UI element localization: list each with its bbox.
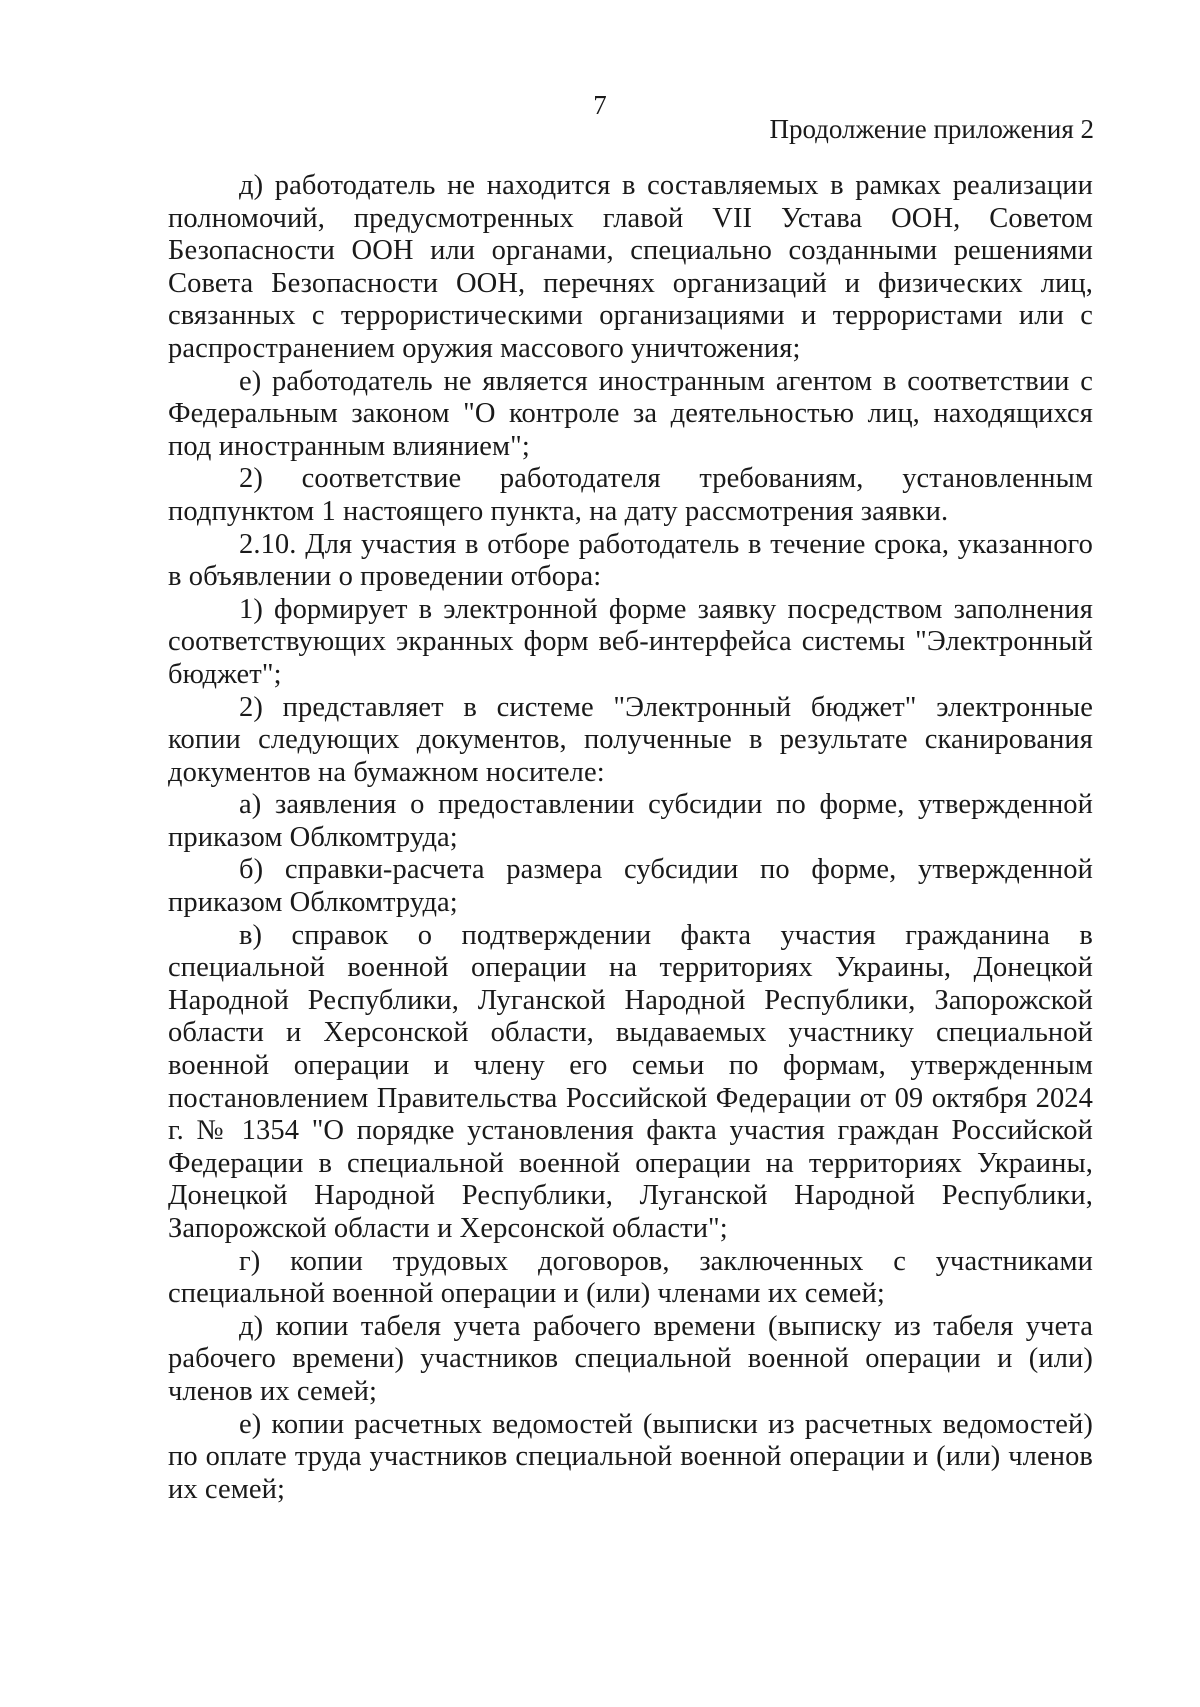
document-body bbox=[168, 170, 1093, 1506]
paragraph-g-employment-contracts: г) копии трудовых договоров, заключенных с участниками специальной военной операции и (или) членами их семей; bbox=[168, 1245, 1093, 1310]
page-number: 7 bbox=[593, 90, 607, 120]
paragraph-d-timesheet-copies: д) копии табеля учета рабочего времени (выписку из табеля учета рабочего времени) участников специальной военной операции и (или) членов их семей; bbox=[168, 1310, 1093, 1407]
appendix-continuation-label: Продолжение приложения 2 bbox=[769, 114, 1094, 144]
paragraph-v-participation-certificates: в) справок о подтверждении факта участия гражданина в специальной военной операции на территориях Украины, Донецкой Народной Республики, Луганской Народной Республики, Запорожской области и Херсонской области, выдаваемых участнику специальной военной операции и члену его семьи по формам, утвержденным постановлением Правительства Российской Федерации от 09 октября 2024 г. № 1354 "О порядке установления факта участия граждан Российской Федерации в специальной военной операции на территориях Украины, Донецкой Народной Республики, Луганской Народной Республики, Запорожской области и Херсонской области"; bbox=[168, 919, 1093, 1244]
paragraph-e-payroll-copies: е) копии расчетных ведомостей (выписки из расчетных ведомостей) по оплате труда участников специальной военной операции и (или) членов их семей; bbox=[168, 1408, 1093, 1505]
paragraph-2-compliance: 2) соответствие работодателя требованиям, установленным подпунктом 1 настоящего пункта, на дату рассмотрения заявки. bbox=[168, 463, 1093, 527]
paragraph-2-10-participation: 2.10. Для участия в отборе работодатель в течение срока, указанного в объявлении о проведении отбора: bbox=[168, 528, 1093, 593]
paragraph-b-calculation-certificate: б) справки-расчета размера субсидии по форме, утвержденной приказом Облкомтруда; bbox=[168, 854, 1093, 919]
paragraph-e-not-foreign-agent: е) работодатель не является иностранным агентом в соответствии с Федеральным законом "О контроле за деятельностью лиц, находящихся под иностранным влиянием"; bbox=[168, 365, 1093, 462]
paragraph-d-not-in-terrorist-lists: д) работодатель не находится в составляемых в рамках реализации полномочий, предусмотренных главой VII Устава ООН, Советом Безопасности ООН или органами, специально созданными решениями Совета Безопасности ООН, перечнях организаций и физических лиц, связанных с террористическими организациями и террористами или с распространением оружия массового уничтожения; bbox=[168, 170, 1093, 364]
paragraph-a-subsidy-statement: а) заявления о предоставлении субсидии по форме, утвержденной приказом Облкомтруда; bbox=[168, 789, 1093, 853]
paragraph-2-electronic-copies: 2) представляет в системе "Электронный бюджет" электронные копии следующих документов, полученные в результате сканирования документов на бумажном носителе: bbox=[168, 691, 1093, 788]
paragraph-1-electronic-application: 1) формирует в электронной форме заявку посредством заполнения соответствующих экранных форм веб-интерфейса системы "Электронный бюджет"; bbox=[168, 593, 1093, 690]
